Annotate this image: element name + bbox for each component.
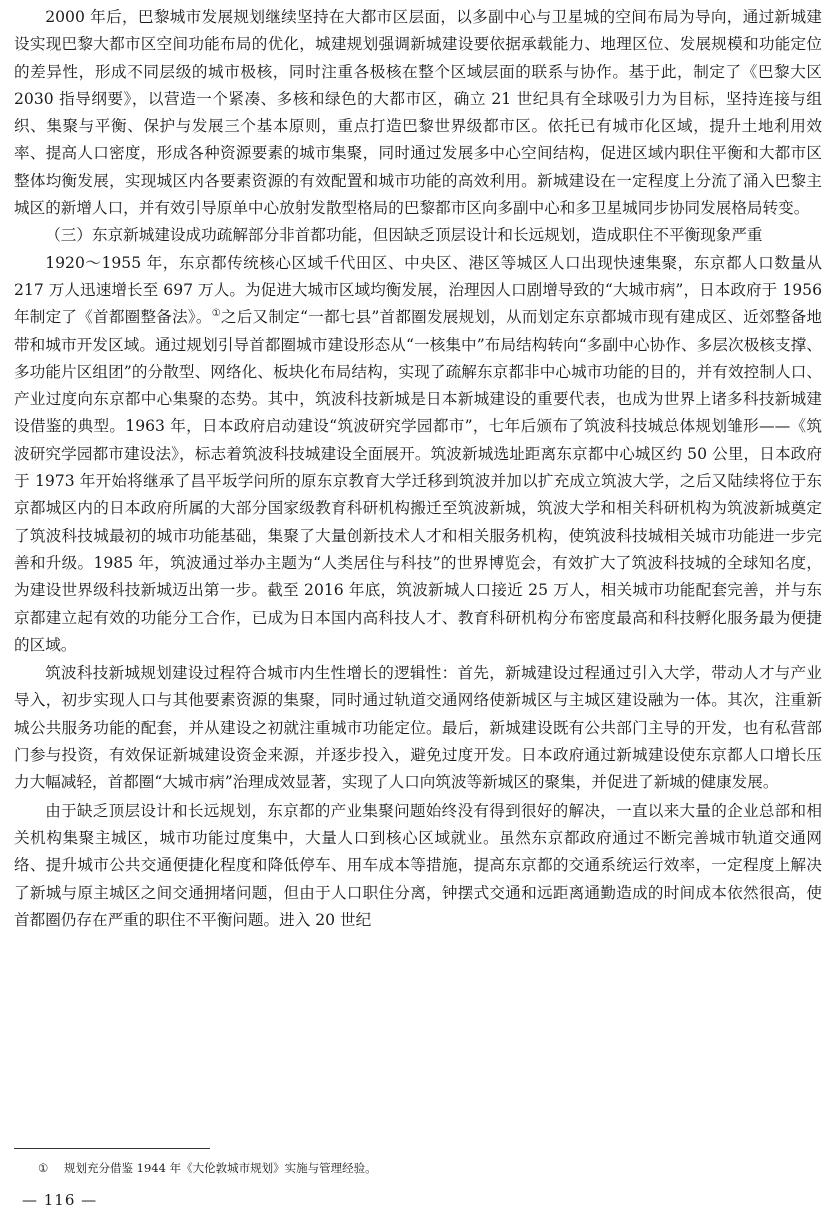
paragraph-tokyo-history-part1: 1920～1955 年，东京都传统核心区域千代田区、中央区、港区等城区人口出现快速集聚，东京都人口数量从 217 万人迅速增长至 697 万人。为促进大城市区域均衡发展，治理因人口剧增导致的“大城市病”，日本政府于 1956 年制定了《首都圈整备法》。 [14, 253, 822, 327]
paragraph-tokyo-problems: 由于缺乏顶层设计和长远规划，东京都的产业集聚问题始终没有得到很好的解决，一直以来大量的企业总部和相关机构集聚主城区，城市功能过度集中，大量人口到核心区域就业。虽然东京都政府通过不断完善城市轨道交通网络、提升城市公共交通便捷化程度和降低停车、用车成本等措施，提高东京都的交通系统运行效率，一定程度上解决了新城与原主城区之间交通拥堵问题，但由于人口职住分离，钟摆式交通和远距离通勤造成的时间成本依然很高，使首都圈仍存在严重的职住不平衡问题。进入 20 世纪 [14, 801, 822, 929]
paragraph-tokyo-history-part2: 之后又制定“一都七县”首都圈发展规划，从而划定东京都城市现有建成区、近郊整备地带和城市开发区域。通过规划引导首都圈城市建设形态从“一核集中”布局结构转向“多副中心协作、多层次极核支撑、多功能片区组团”的分散型、网络化、板块化布局结构，实现了疏解东京都非中心城市功能的目的，并有效控制人口、产业过度向东京都中心集聚的态势。其中，筑波科技新城是日本新城建设的重要代表，也成为世界上诸多科技新城建设借鉴的典型。1963 年，日本政府启动建设“筑波研究学园都市”，七年后颁布了筑波科技城总体规划雏形——《筑波研究学园都市建设法》，标志着筑波科技城建设全面展开。筑波新城选址距离东京都中心城区约 50 公里，日本政府于 1973 年开始将继承了昌平坂学问所的原东京教育大学迁移到筑波并加以扩充成立筑波大学，之后又陆续将位于东京都城区内的日本政府所属的大部分国家级教育科研机构搬迁至筑波新城，筑波大学和相关科研机构为筑波新城奠定了筑波科技城最初的城市功能基础，集聚了大量创新技术人才和相关服务机构，使筑波科技城相关城市功能进一步完善和升级。1985 年，筑波通过举办主题为“人类居住与科技”的世界博览会，有效扩大了筑波科技城的全球知名度，为建设世界级科技新城迈出第一步。截至 2016 年底，筑波新城人口接近 25 万人，相关城市功能配套完善，并与东京都建立起有效的功能分工合作，已成为日本国内高科技人才、教育科研机构分布密度最高和科技孵化服务最为便捷的区域。 [14, 308, 822, 654]
paragraph-paris-2030: 2000 年后，巴黎城市发展规划继续坚持在大都市区层面，以多副中心与卫星城的空间布局为导向，通过新城建设实现巴黎大都市区空间功能布局的优化，城建规划强调新城建设要依据承载能力、地理区位、发展规模和功能定位的差异性，形成不同层级的城市极核，同时注重各极核在整个区域层面的联系与协作。基于此，制定了《巴黎大区 2030 指导纲要》，以营造一个紧凑、多核和绿色的大都市区，确立 21 世纪具有全球吸引力为目标，坚持连接与组织、集聚与平衡、保护与发展三个基本原则，重点打造巴黎世界级都市区。依托已有城市化区域，提升土地利用效率、提高人口密度，形成各种资源要素的城市集聚，同时通过发展多中心空间结构，促进区域内职住平衡和大都市区整体均衡发展，实现城区内各要素资源的有效配置和城市功能的高效利用。新城建设在一定程度上分流了涌入巴黎主城区的新增人口，并有效引导原单中心放射发散型格局的巴黎都市区向多副中心和多卫星城同步协同发展格局转变。 [14, 8, 822, 218]
section-heading-tokyo: （三）东京新城建设成功疏解部分非首都功能，但因缺乏顶层设计和长远规划，造成职住不平衡现象严重 [45, 226, 763, 245]
paragraph-tsukuba-logic: 筑波科技新城规划建设过程符合城市内生性增长的逻辑性：首先，新城建设过程通过引入大学，带动人才与产业导入，初步实现人口与其他要素资源的集聚，同时通过轨道交通网络使新城区与主城区建设融为一体。其次，注重新城公共服务功能的配套，并从建设之初就注重城市功能定位。最后，新城建设既有公共部门主导的开发，也有私营部门参与投资，有效保证新城建设资金来源，并逐步投入，避免过度开发。日本政府通过新城建设使东京都人口增长压力大幅减轻，首都圈“大城市病”治理成效显著，实现了人口向筑波等新城区的聚集，并促进了新城的健康发展。 [14, 664, 822, 792]
footnote-mark: ① [38, 1161, 49, 1175]
footnote [38, 1160, 377, 1176]
body-text [14, 4, 822, 934]
footnote-divider [14, 1148, 210, 1149]
footnote-reference[interactable]: ① [211, 308, 221, 320]
page-number: — 116 — [22, 1191, 98, 1209]
footnote-text: 规划充分借鉴 1944 年《大伦敦城市规划》实施与管理经验。 [64, 1161, 377, 1175]
paragraph-tokyo-history [14, 250, 822, 659]
